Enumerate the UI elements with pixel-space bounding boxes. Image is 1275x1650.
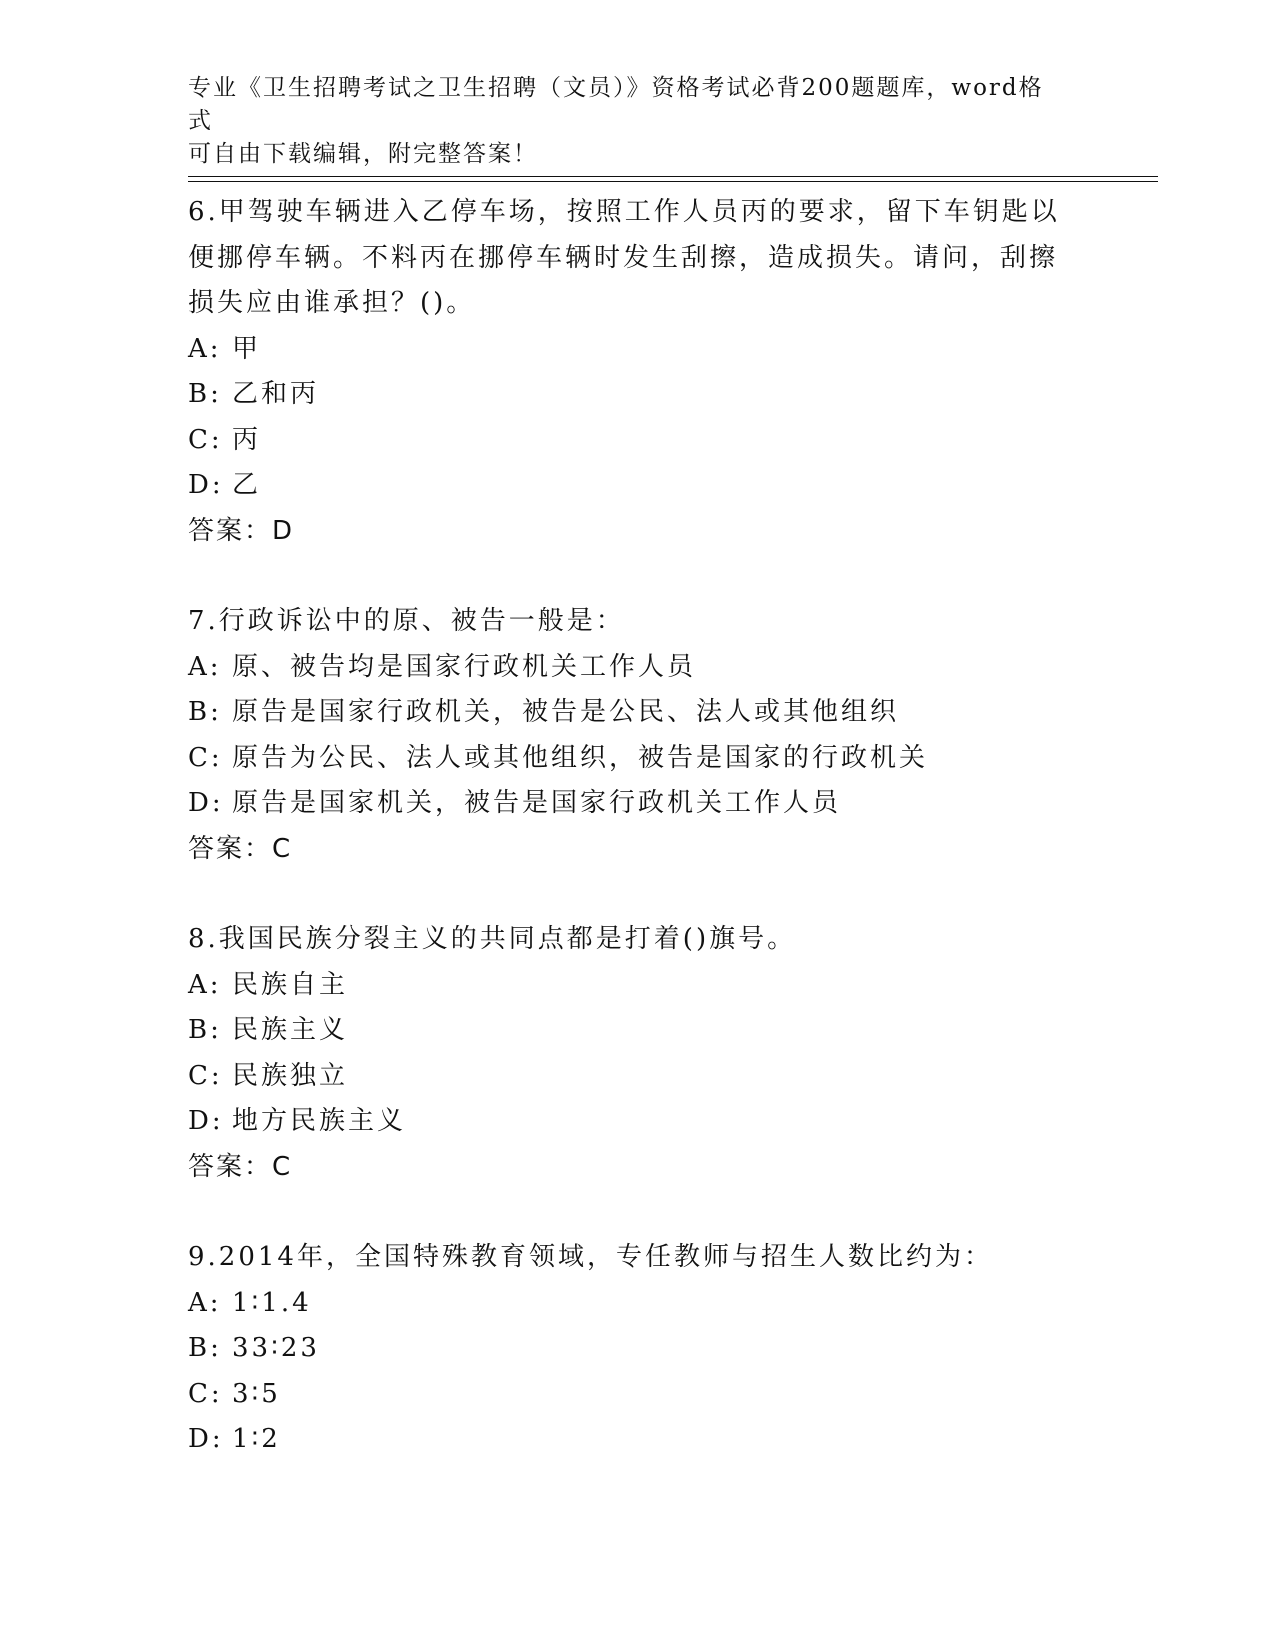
option-letter: D:	[188, 1106, 224, 1136]
option-letter: B:	[188, 697, 222, 727]
option-text: 1∶1.4	[232, 1287, 312, 1318]
option-d	[188, 1099, 1068, 1145]
option-letter: C:	[188, 742, 223, 773]
option-a	[188, 963, 1068, 1009]
header-line-1: 专业《卫生招聘考试之卫生招聘（文员）》资格考试必背200题题库，word格式	[188, 75, 1044, 134]
header-divider-bottom	[188, 181, 1158, 182]
question-text: 7.行政诉讼中的原、被告一般是：	[188, 606, 625, 636]
option-letter: B:	[188, 379, 222, 409]
option-a	[188, 1281, 1068, 1327]
question-text: 6.甲驾驶车辆进入乙停车场，按照工作人员丙的要求，留下车钥匙以便挪停车辆。不料丙在挪停车辆时发生刮擦，造成损失。请问，刮擦损失应由谁承担？()。	[188, 197, 1060, 318]
option-letter: A:	[188, 333, 222, 364]
option-text: 原告是国家行政机关，被告是公民、法人或其他组织	[232, 697, 900, 727]
question-list	[188, 190, 1068, 1463]
option-c	[188, 736, 1068, 782]
option-b	[188, 1326, 1068, 1372]
option-text: 乙	[232, 470, 262, 500]
answer-line: 答案：C	[188, 1151, 293, 1182]
option-d	[188, 1417, 1068, 1463]
option-text: 甲	[232, 333, 262, 364]
question-text: 9.2014年，全国特殊教育领域，专任教师与招生人数比约为：	[188, 1242, 993, 1272]
question-6	[188, 190, 1068, 554]
option-d	[188, 463, 1068, 509]
question-spacer	[188, 554, 1068, 599]
answer-line: 答案：D	[188, 515, 295, 546]
option-b	[188, 1008, 1068, 1054]
option-letter: A:	[188, 1287, 222, 1318]
option-letter: A:	[188, 651, 222, 682]
option-text: 原、被告均是国家行政机关工作人员	[232, 651, 697, 682]
option-b	[188, 372, 1068, 418]
option-letter: D:	[188, 788, 224, 818]
option-d	[188, 781, 1068, 827]
option-letter: B:	[188, 1333, 222, 1363]
option-text: 丙	[232, 424, 262, 455]
option-letter: B:	[188, 1015, 222, 1045]
option-text: 33∶23	[232, 1333, 320, 1363]
question-spacer	[188, 1190, 1068, 1235]
option-text: 原告为公民、法人或其他组织，被告是国家的行政机关	[232, 742, 929, 773]
option-c	[188, 418, 1068, 464]
option-c	[188, 1054, 1068, 1100]
option-letter: C:	[188, 1060, 223, 1091]
option-a	[188, 645, 1068, 691]
option-letter: C:	[188, 1378, 223, 1409]
question-7	[188, 599, 1068, 872]
option-text: 民族自主	[232, 969, 349, 1000]
question-text: 8.我国民族分裂主义的共同点都是打着()旗号。	[188, 924, 797, 954]
option-text: 乙和丙	[232, 379, 320, 409]
question-9	[188, 1235, 1068, 1463]
question-spacer	[188, 872, 1068, 917]
answer-line: 答案：C	[188, 833, 293, 864]
option-letter: D:	[188, 470, 224, 500]
option-text: 民族独立	[232, 1060, 349, 1091]
option-text: 1∶2	[232, 1424, 281, 1454]
option-text: 民族主义	[232, 1015, 349, 1045]
option-letter: A:	[188, 969, 222, 1000]
option-text: 地方民族主义	[232, 1106, 407, 1136]
option-text: 3∶5	[232, 1378, 281, 1409]
document-header	[188, 72, 1068, 171]
option-b	[188, 690, 1068, 736]
question-8	[188, 917, 1068, 1190]
header-divider-top	[188, 176, 1158, 177]
option-text: 原告是国家机关，被告是国家行政机关工作人员	[232, 788, 842, 818]
option-c	[188, 1372, 1068, 1418]
header-line-2: 可自由下载编辑，附完整答案！	[188, 141, 538, 167]
option-a	[188, 327, 1068, 373]
option-letter: D:	[188, 1424, 224, 1454]
option-letter: C:	[188, 424, 223, 455]
